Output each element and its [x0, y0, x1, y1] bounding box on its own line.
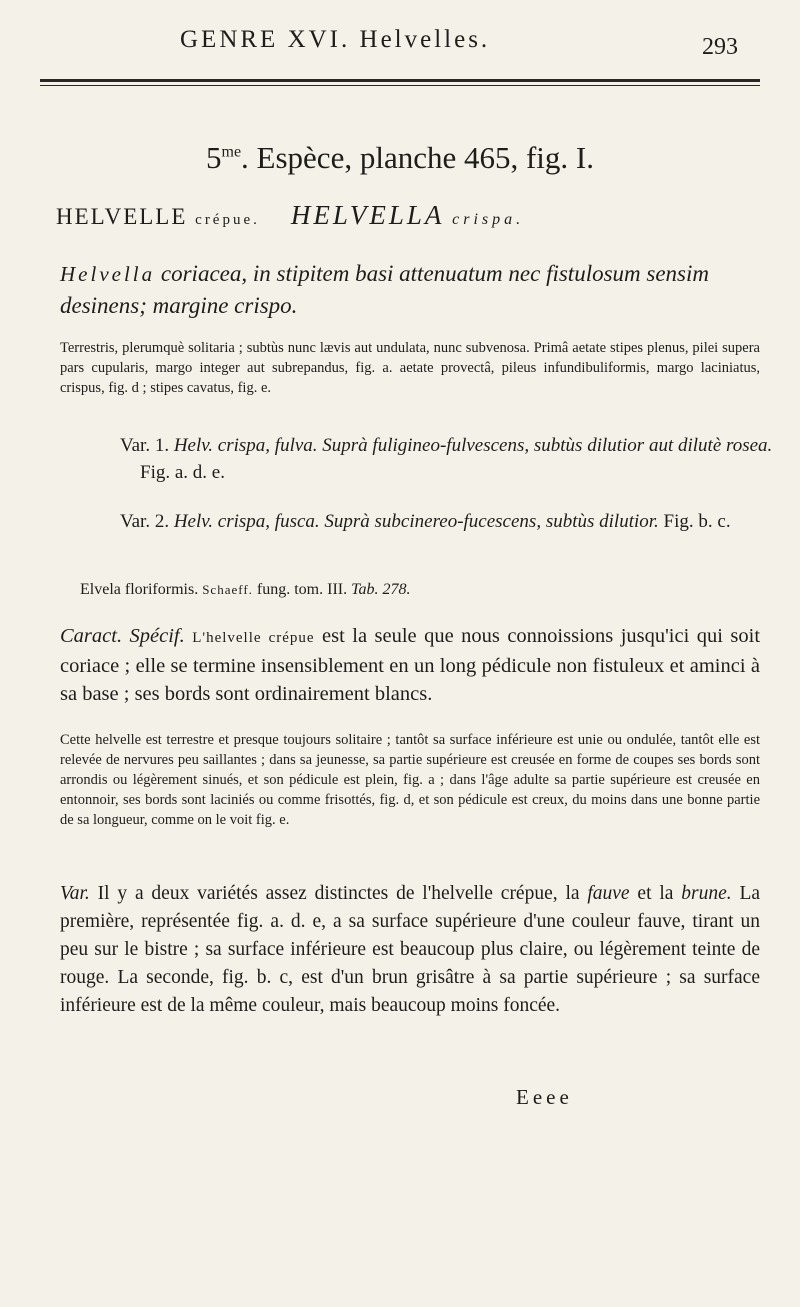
var-note-part1: Il y a deux variétés assez distinctes de l'helvelle crépue, la [97, 883, 580, 904]
french-epithet: crépue. [195, 212, 260, 228]
var-note-et: et la [637, 883, 674, 904]
latin-name: HELVELLA [290, 200, 445, 230]
french-name: HELVELLE [56, 204, 188, 229]
species-heading [0, 140, 800, 176]
latin-description: Terrestris, plerumquè solitaria ; subtùs nunc lævis aut undulata, nunc subvenosa. Primâ aetate stipes plenus, pilei supera pars cupularis, margo integer aut subrepandus, fig. a. aetate provectâ, pileus infundibuliformis, margo laciniatus, crispus, fig. d ; stipes cavatus, fig. e. [60, 340, 760, 396]
variety-1 [100, 432, 800, 486]
observation-paragraph: Cette helvelle est terrestre et presque toujours solitaire ; tantôt sa surface inférieure est unie ou ondulée, tantôt elle est relevée de nervures peu saillantes ; dans sa jeunesse, sa partie supérieure est creusée en forme de coupes ses bords sont arrondis ou légèrement sinués, et son pédicule est plein, fig. a ; dans l'âge adulte sa partie supérieure est creusée en entonnoir, ses bords sont laciniés ou comme frisottés, fig. d, et son pédicule est creux, du moins dans une bonne partie de sa longueur, comme on le voit fig. e. [60, 732, 760, 828]
synonym [80, 581, 780, 599]
caract-label: Caract. Spécif. [60, 625, 185, 647]
species-heading-text: . Espèce, planche 465, fig. I. [241, 140, 594, 175]
var-note-label: Var. [60, 883, 90, 904]
variety-note [60, 880, 760, 1020]
header-rule-thick [40, 79, 760, 82]
variety-1-fig: Fig. a. d. e. [140, 462, 225, 483]
var-note-fauve: fauve [587, 883, 630, 904]
synonym-name: Elvela floriformis. [80, 581, 199, 598]
species-names [56, 200, 766, 231]
synonym-ref: fung. tom. III. [256, 581, 348, 598]
latin-epithet: crispa. [452, 211, 525, 228]
variety-2 [100, 508, 800, 535]
specific-character [60, 622, 760, 708]
variety-2-name: Helv. crispa, fusca. [173, 511, 320, 532]
species-ordinal: 5 [206, 140, 222, 175]
caract-text: est la seule que nous connoissions jusqu'ici qui soit coriace ; elle se termine insensiblement en un long pédicule non fistuleux et aminci à sa base ; ses bords sont ordinairement blancs. [60, 625, 761, 705]
diagnosis-text: coriacea, in stipitem basi attenuatum nec fistulosum sensim desinens; margine crispo. [60, 261, 710, 318]
variety-2-fig: Fig. b. c. [663, 511, 731, 532]
synonym-author: Schaeff. [202, 582, 253, 597]
variety-2-label: Var. 2. [120, 511, 170, 532]
signature-mark: Eeee [516, 1085, 573, 1109]
variety-1-label: Var. 1. [120, 435, 170, 456]
running-head-title: GENRE XVI. Helvelles. [180, 26, 491, 53]
variety-1-name: Helv. crispa, fulva. [173, 435, 318, 456]
variety-2-text: Suprà subcinereo-fucescens, subtùs dilutior. [324, 511, 659, 532]
latin-diagnosis [60, 258, 760, 322]
var-note-rest: La première, représentée fig. a. d. e, a sa surface supérieure d'une couleur fauve, tirant un peu sur le bistre ; sa surface inférieure est beaucoup plus claire, ou légèrement teinte de rouge. La seconde, fig. b. c, est d'un brun grisâtre à sa partie supérieure ; sa surface inférieure est de la même couleur, mais beaucoup moins foncée. [60, 883, 761, 1016]
species-ordinal-sup: me [221, 143, 242, 161]
caract-lead: L'helvelle crépue [192, 630, 315, 646]
var-note-brune: brune. [681, 883, 732, 904]
running-head [0, 26, 800, 66]
page-number: 293 [702, 34, 738, 60]
diagnosis-genus: Helvella [60, 262, 156, 286]
header-rule-thin [40, 85, 760, 86]
variety-1-text: Suprà fuligineo-fulvescens, subtùs dilutior aut dilutè rosea. [322, 435, 773, 456]
synonym-tab: Tab. 278. [351, 581, 411, 598]
